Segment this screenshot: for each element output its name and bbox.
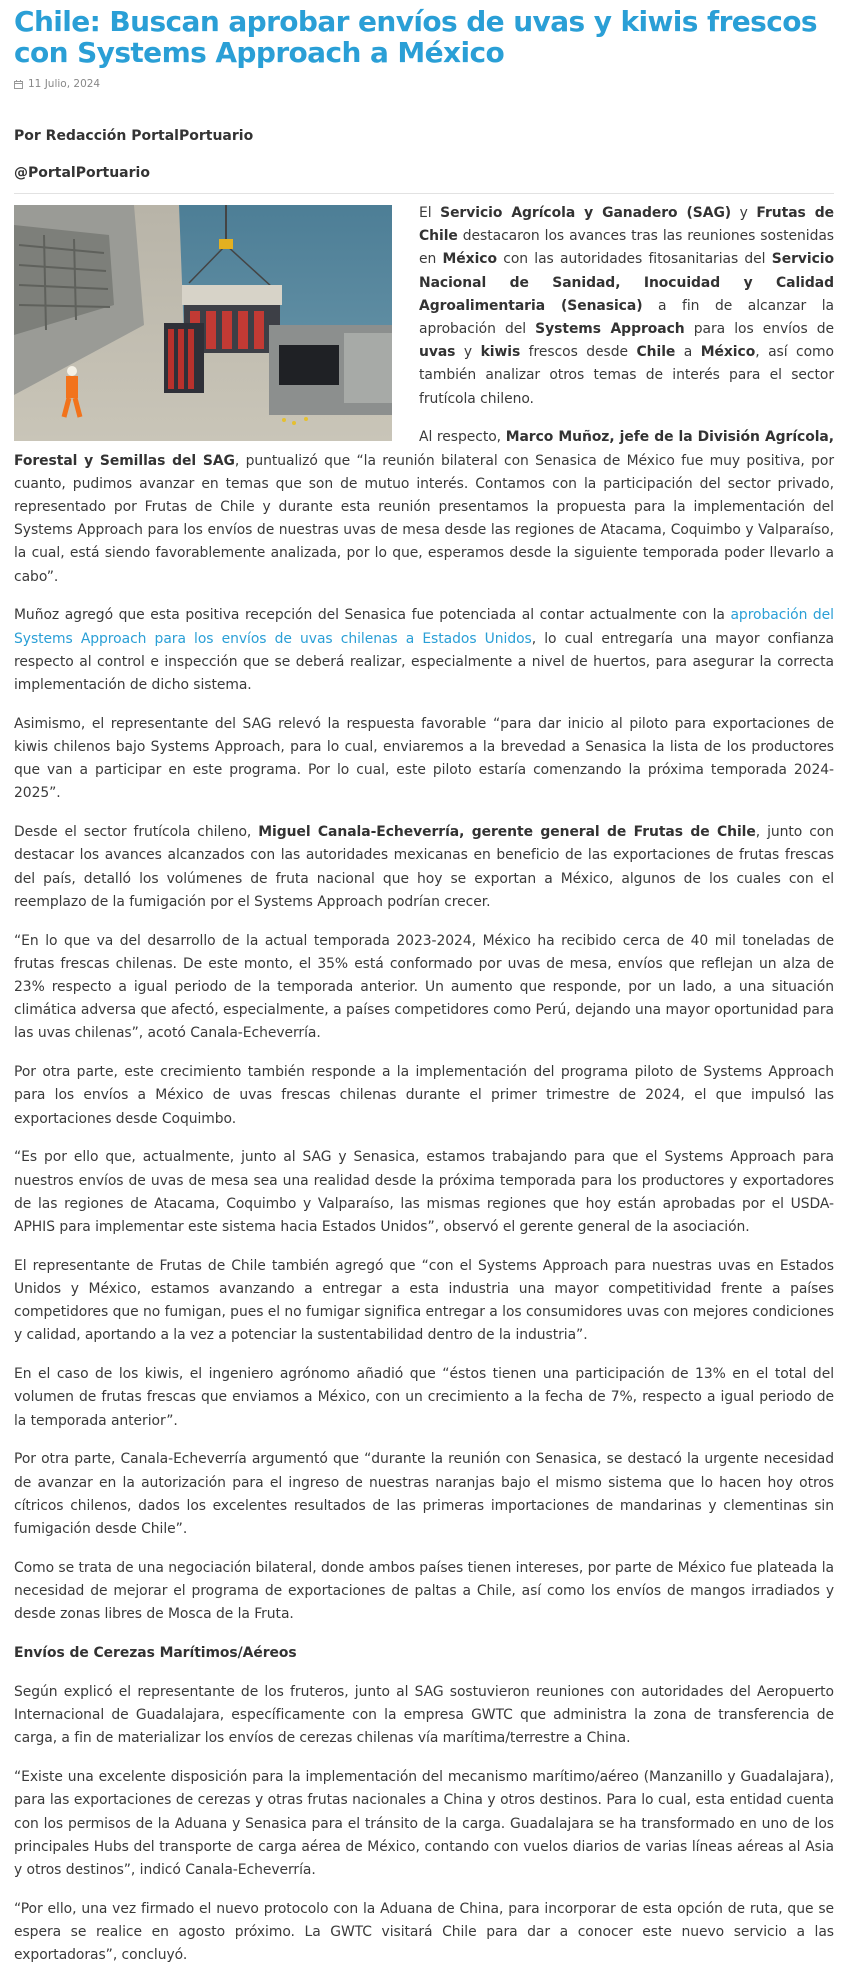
related-article-link[interactable]: aprobación del Systems Approach para los envíos de uvas chilenas a Estados Unidos: [14, 607, 834, 647]
paragraph: “En lo que va del desarrollo de la actual temporada 2023-2024, México ha recibido cerca de 40 mil toneladas de frutas frescas chilenas. De este monto, el 35% está conformado por uvas de mesa, envíos que reflejan un alza de 23% respecto a igual periodo de la temporada anterior. Un aumento que responde, por un lado, a una situación climática adversa que afectó, especialmente, a países competidores como Perú, dejando una mayor oportunidad para las uvas chilenas”, acotó Canala-Echeverría.: [14, 932, 834, 1042]
article-body: [14, 202, 834, 1967]
article-meta: [14, 76, 834, 92]
divider: [14, 193, 834, 194]
paragraph: Por otra parte, Canala-Echeverría argumentó que “durante la reunión con Senasica, se destacó la urgente necesidad de avanzar en la autorización para el ingreso de nuestras naranjas bajo el mismo sistema que lo hacen hoy otros cítricos chilenos, dados los excelentes resultados de las primeras importaciones de mandarinas y clementinas sin fumigación desde Chile”.: [14, 1451, 834, 1538]
paragraph: Al respecto, Marco Muñoz, jefe de la División Agrícola, Forestal y Semillas del SAG, puntualizó que “la reunión bilateral con Senasica de México fue muy positiva, por cuanto, pudimos avanzar en temas que son de mutuo interés. Contamos con la participación del sector privado, representado por Frutas de Chile y durante esta reunión presentamos la propuesta para la implementación del Systems Approach para los envíos de nuestras uvas de mesa desde las regiones de Atacama, Coquimbo y Valparaíso, la cual, está siendo favorablemente analizada, por lo que, esperamos desde la siguiente temporada poder llevarlo a cabo”.: [14, 429, 835, 585]
section-heading: Envíos de Cerezas Marítimos/Aéreos: [14, 1645, 297, 1662]
paragraph: Desde el sector frutícola chileno, Miguel Canala-Echeverría, gerente general de Frutas de Chile, junto con destacar los avances alcanzados con las autoridades mexicanas en beneficio de las exportaciones de frutas frescas del país, detalló los volúmenes de fruta nacional que hoy se exportan a México, algunos de los cuales con el reemplazo de la fumigación por el Systems Approach podrían crecer.: [14, 824, 834, 910]
calendar-icon: [14, 80, 23, 89]
paragraph: Según explicó el representante de los fruteros, junto al SAG sostuvieron reuniones con autoridades del Aeropuerto Internacional de Guadalajara, específicamente con la empresa GWTC que administra la zona de transferencia de carga, a fin de materializar los envíos de cerezas chilenas vía marítima/terrestre a China.: [14, 1683, 834, 1747]
paragraph: Por otra parte, este crecimiento también responde a la implementación del programa piloto de Systems Approach para los envíos a México de uvas frescas chilenas durante el primer trimestre de 2024, el que impulsó las exportaciones desde Coquimbo.: [14, 1064, 834, 1127]
paragraph: Muñoz agregó que esta positiva recepción del Senasica fue potenciada al contar actualmente con la aprobación del Systems Approach para los envíos de uvas chilenas a Estados Unidos, lo cual entregaría una mayor confianza respecto al control e inspección que se deberá realizar, especialmente a nivel de huertos, para asegurar la correcta implementación de dicho sistema.: [14, 607, 835, 694]
author-handle: @PortalPortuario: [14, 165, 150, 181]
paragraph: El Servicio Agrícola y Ganadero (SAG) y Frutas de Chile destacaron los avances tras las reuniones sostenidas en México con las autoridades fitosanitarias del Servicio Nacional de Sanidad, Inocuidad y Calidad Agroalimentaria (Senasica) a fin de alcanzar la aprobación del Systems Approach para los envíos de uvas y kiwis frescos desde Chile a México, así como también analizar otros temas de interés para el sector frutícola chileno.: [419, 205, 835, 407]
article-photo: [14, 205, 392, 441]
paragraph: “Es por ello que, actualmente, junto al SAG y Senasica, estamos trabajando para que el Systems Approach para nuestros envíos de uvas de mesa sea una realidad desde la próxima temporada para los productores y exportadores de las regiones de Atacama, Coquimbo y Valparaíso, las mismas regiones que hoy están aprobadas por el USDA-APHIS para implementar este sistema hacia Estados Unidos”, observó el gerente general de la asociación.: [14, 1149, 834, 1236]
paragraph: Asimismo, el representante del SAG relevó la respuesta favorable “para dar inicio al piloto para exportaciones de kiwis chilenos bajo Systems Approach, para lo cual, enviaremos a la brevedad a Senasica la lista de los productores que van a participar en este programa. Por lo cual, este piloto estaría comenzando la próxima temporada 2024-2025”.: [14, 715, 834, 802]
paragraph: Como se trata de una negociación bilateral, donde ambos países tienen intereses, por parte de México fue plateada la necesidad de mejorar el programa de exportaciones de paltas a Chile, así como los envíos de mangos irradiados y desde zonas libres de Mosca de la Fruta.: [14, 1559, 834, 1623]
paragraph: “Existe una excelente disposición para la implementación del mecanismo marítimo/aéreo (Manzanillo y Guadalajara), para las exportaciones de cerezas y otras frutas nacionales a China y otros destinos. Para lo cual, esta entidad cuenta con los permisos de la Aduana y Senasica para el tránsito de la carga. Guadalajara se ha transformado en uno de los principales Hubs del transporte de carga aérea de México, contando con vuelos diarios de varias líneas aéreas al Asia y otros destinos”, indicó Canala-Echeverría.: [14, 1769, 834, 1878]
paragraph: En el caso de los kiwis, el ingeniero agrónomo añadió que “éstos tienen una participación de 13% en el total del volumen de frutas frescas que enviamos a México, con un crecimiento a la fecha de 7%, respecto a igual periodo de la temporada anterior”.: [14, 1366, 834, 1429]
article: [14, 0, 834, 1983]
article-title: Chile: Buscan aprobar envíos de uvas y kiwis frescos con Systems Approach a México: [14, 5, 817, 69]
article-byline: Por Redacción PortalPortuario: [14, 128, 254, 144]
article-date: 11 Julio, 2024: [28, 78, 101, 90]
paragraph: “Por ello, una vez firmado el nuevo protocolo con la Aduana de China, para incorporar de esta opción de ruta, que se espera se realice en agosto próximo. La GWTC visitará Chile para dar a conocer este nuevo servicio a las exportadoras”, concluyó.: [14, 1900, 834, 1964]
paragraph: El representante de Frutas de Chile también agregó que “con el Systems Approach para nuestras uvas en Estados Unidos y México, estamos avanzando a entregar a esta industria una mayor competitividad frente a países competidores que no fumigan, pues el no fumigar significa entregar a los consumidores uvas con mejores condiciones y calidad, aportando a la vez a potenciar la sustentabilidad dentro de la industria”.: [14, 1257, 834, 1344]
